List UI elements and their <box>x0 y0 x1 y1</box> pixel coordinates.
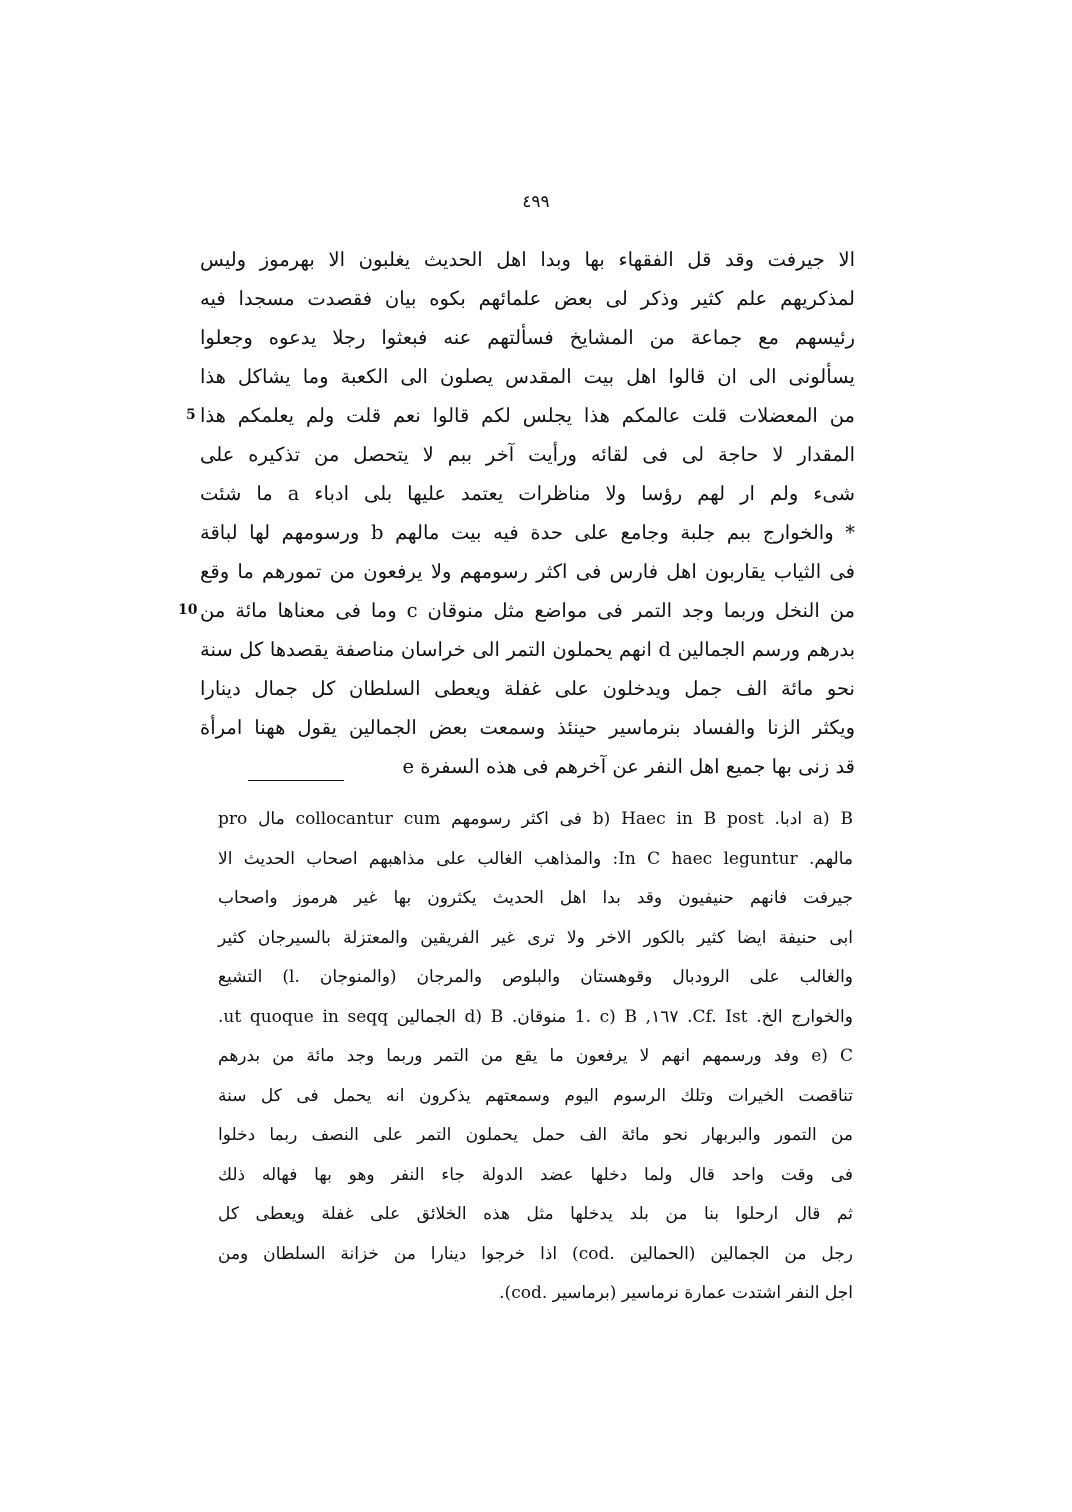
text-line: يسألونى الى ان قالوا اهل بيت المقدس يصلون الى الكعبة وما يشاكل هذا <box>200 365 855 388</box>
main-text <box>178 240 856 786</box>
footnote-line: فى وقت واحد قال ولما دخلها عضد الدولة جاء النفر وهو بها فهاله ذلك <box>218 1164 853 1185</box>
text-line: نحو مائة الف جمل ويدخلون على غفلة ويعطى السلطان كل جمال دينارا <box>200 677 855 700</box>
footnote-line: e) C وفد ورسمهم انهم لا يرفعون ما يقع من التمر وربما وجد مائة من بدرهم <box>218 1046 853 1066</box>
footnote-line: والخوارج الخ. Cf. Ist. ١٦٧, 1. c) B منوقان. d) B الجمالين ut quoque in seqq. <box>218 1006 853 1027</box>
footnote-line: والغالب على الرودبال وقوهستان والبلوص والمرجان (والمنوجان .l) التشيع <box>218 967 853 987</box>
line-number-5: 5 <box>186 407 196 423</box>
footnote-line: a) B ادبا. b) Haec in B post فى اكثر رسومهم collocantur cum مال pro <box>218 809 854 829</box>
text-line: شىء ولم ار لهم رؤسا ولا مناظرات يعتمد عليها بلى ادباء a ما شئت <box>200 482 855 505</box>
text-line: المقدار لا حاجة لى فى لقائه ورأيت آخر ببم لا يتحصل من تذكيره على <box>200 443 855 466</box>
text-line <box>178 591 855 630</box>
page-number: ٤٩٩ <box>522 192 550 212</box>
footnote-line: مالهم. In C haec leguntur: والمذاهب الغالب على مذاهبهم اصحاب الحديث الا <box>218 848 853 869</box>
line-text: من النخل وربما وجد التمر فى مواضع مثل منوقان c وما فى معناها مائة من <box>200 599 855 622</box>
footnote-line: تناقصت الخيرات وتلك الرسوم اليوم وسمعتهم يذكرون انه يحمل فى كل سنة <box>218 1085 853 1106</box>
footnote-line: من التمور والبربهار نحو مائة الف حمل يحملون التمر على النصف ربما دخلوا <box>218 1125 853 1145</box>
text-line: ويكثر الزنا والفساد بنرماسير حينئذ وسمعت بعض الجمالين يقول ههنا امرأة <box>200 716 855 739</box>
text-line: فى الثياب يقاربون اهل فارس فى اكثر رسومهم ولا يرفعون من تمورهم ما وقع <box>200 560 855 583</box>
footnote-line: رجل من الجمالين (الحمالين .cod) اذا خرجوا دينارا من خزانة السلطان ومن <box>218 1243 853 1264</box>
text-line: الا جيرفت وقد قل الفقهاء بها وبدا اهل الحديث يغلبون الا بهرموز وليس <box>200 248 855 271</box>
text-line: رئيسهم مع جماعة من المشايخ فسألتهم عنه فبعثوا رجلا يدعوه وجعلوا <box>200 326 855 349</box>
text-line <box>186 396 855 435</box>
footnote-divider <box>248 780 344 781</box>
footnote-line: ابى حنيفة ايضا كثير بالكور الاخر ولا ترى غير الفريقين والمعتزلة بالسيرجان كثير <box>218 927 853 948</box>
text-line: قد زنى بها جميع اهل النفر عن آخرهم فى هذه السفرة e <box>402 755 855 778</box>
footnotes <box>218 800 853 1314</box>
footnote-line: اجل النفر اشتدت عمارة نرماسير (برماسير .cod). <box>499 1283 853 1303</box>
text-line: * والخوارج ببم جلبة وجامع على حدة فيه بيت مالهم b ورسومهم لها لباقة <box>200 521 855 544</box>
line-number-10: 10 <box>178 602 198 618</box>
text-line: بدرهم ورسم الجمالين d انهم يحملون التمر الى خراسان مناصفة يقصدها كل سنة <box>200 638 856 661</box>
footnote-line: جيرفت فانهم حنيفيون وقد بدا اهل الحديث يكثرون بها غير هرموز واصحاب <box>218 888 853 908</box>
text-line: لمذكريهم علم كثير وذكر لى بعض علمائهم بكوه بيان فقصدت مسجدا فيه <box>200 287 855 310</box>
footnote-line: ثم قال ارحلوا بنا من بلد يدخلها مثل هذه الخلائق على غفلة ويعطى كل <box>218 1204 853 1224</box>
line-text: من المعضلات قلت عالمكم هذا يجلس لكم قالوا نعم قلت ولم يعلمكم هذا <box>200 404 855 427</box>
